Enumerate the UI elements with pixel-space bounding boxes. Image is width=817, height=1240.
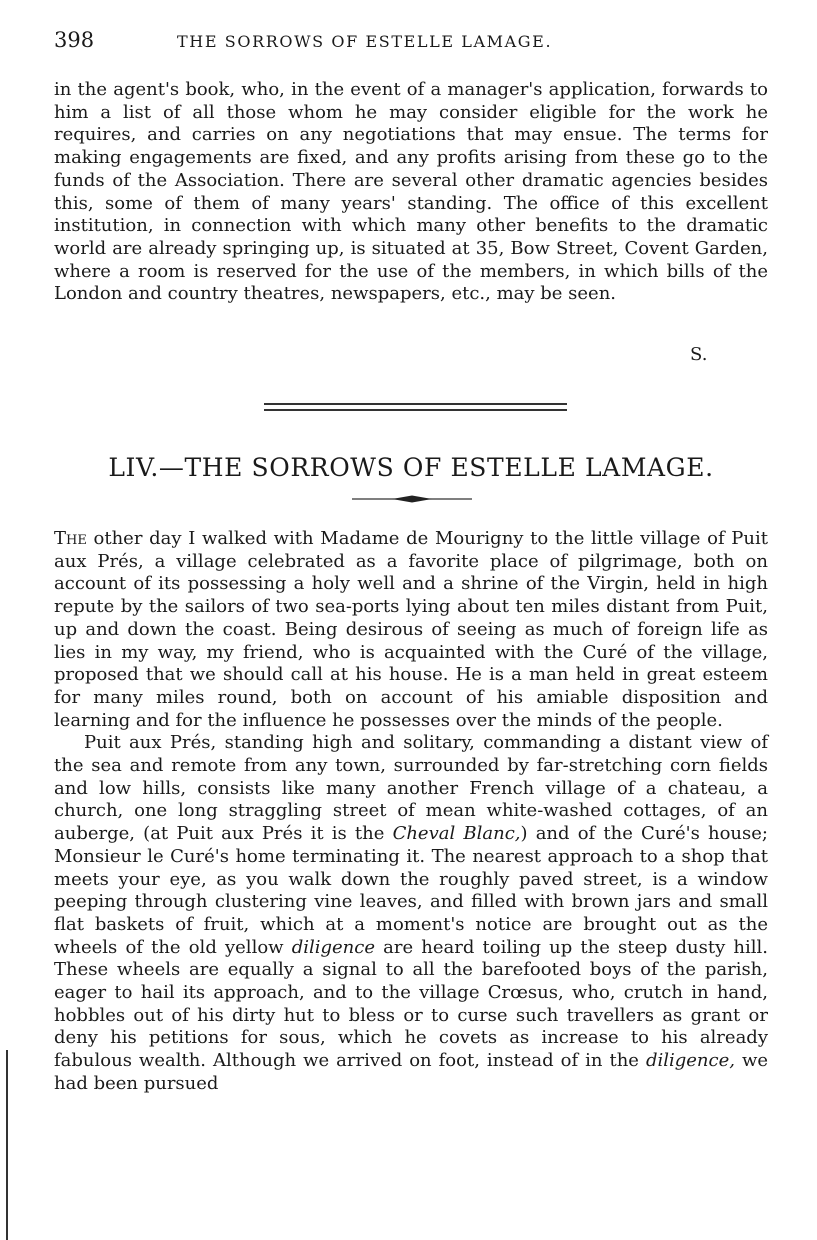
previous-article-ending: in the agent's book, who, in the event of a manager's application, forwards to him a list of all those whom he may consider eligible for the work he requires, and carries on any negotiations that may ensue. The terms for making engagements are fixed, and any profits arising from these go to the funds of the Association. There are several other dramatic agencies besides this, some of them of many years' standing. The office of this excellent institution, in connection with which many other benefits to the dramatic world are already springing up, is situated at 35, Bow Street, Covent Garden, where a room is reserved for the use of the members, in which bills of the London and country theatres, newspapers, etc., may be seen. [54, 79, 768, 305]
page-number: 398 [54, 28, 95, 52]
chapter-body [54, 528, 768, 1096]
paragraph [54, 528, 768, 732]
paragraph-text: Puit aux Prés, standing high and solitary, commanding a distant view of the sea and remote from any town, surrounded by far-stretching corn fields and low hills, consists like many another French village of a chateau, a church, one long straggling street of mean white-washed cottages, of an auberge, (at Puit aux Prés it is the [54, 732, 768, 845]
italic-term: diligence, [645, 1050, 735, 1072]
italic-name: Cheval Blanc, [392, 823, 521, 845]
chapter-title: LIV.—THE SORROWS OF ESTELLE LAMAGE. [108, 453, 714, 482]
section-divider-top [264, 403, 567, 405]
margin-rule [6, 1050, 8, 1240]
paragraph-text: we had been pursued [54, 1050, 769, 1094]
author-signature: S. [690, 344, 708, 365]
opening-word: The [54, 528, 87, 549]
section-divider-bottom [264, 409, 567, 411]
paragraph-text: other day I walked with Madame de Mourigny to the little village of Puit aux Prés, a village celebrated as a favorite place of pilgrimage, both on account of its possessing a holy well and a shrine of the Virgin, held in high repute by the sailors of two sea-ports lying about ten miles distant from Puit, up and down the coast. Being desirous of seeing as much of foreign life as lies in my way, my friend, who is acquainted with the Curé of the village, proposed that we should call at his house. He is a man held in great esteem for many miles round, both on account of his amiable disposition and learning and for the influence he possesses over the minds of the people. [54, 528, 768, 731]
page-header [54, 28, 774, 56]
running-head: THE SORROWS OF ESTELLE LAMAGE. [177, 32, 553, 51]
paragraph-text: ) and of the Curé's house; Monsieur le Curé's home terminating it. The nearest approach to a shop that meets your eye, as you walk down the roughly paved street, is a window peeping through clustering vine leaves, and filled with brown jars and small flat baskets of fruit, which at a moment's notice are brought out as the wheels of the old yellow [54, 823, 768, 958]
ornament-dash-icon [352, 494, 472, 504]
paragraph-text: are heard toiling up the steep dusty hill. These wheels are equally a signal to all the barefooted boys of the parish, eager to hail its approach, and to the village Crœsus, who, crutch in hand, hobbles out of his dirty hut to bless or to curse such travellers as grant or deny his petitions for sous, which he covets as increase to his already fabulous wealth. Although we arrived on foot, instead of in the [54, 936, 768, 1072]
paragraph [54, 732, 768, 1095]
italic-term: diligence [291, 936, 376, 958]
